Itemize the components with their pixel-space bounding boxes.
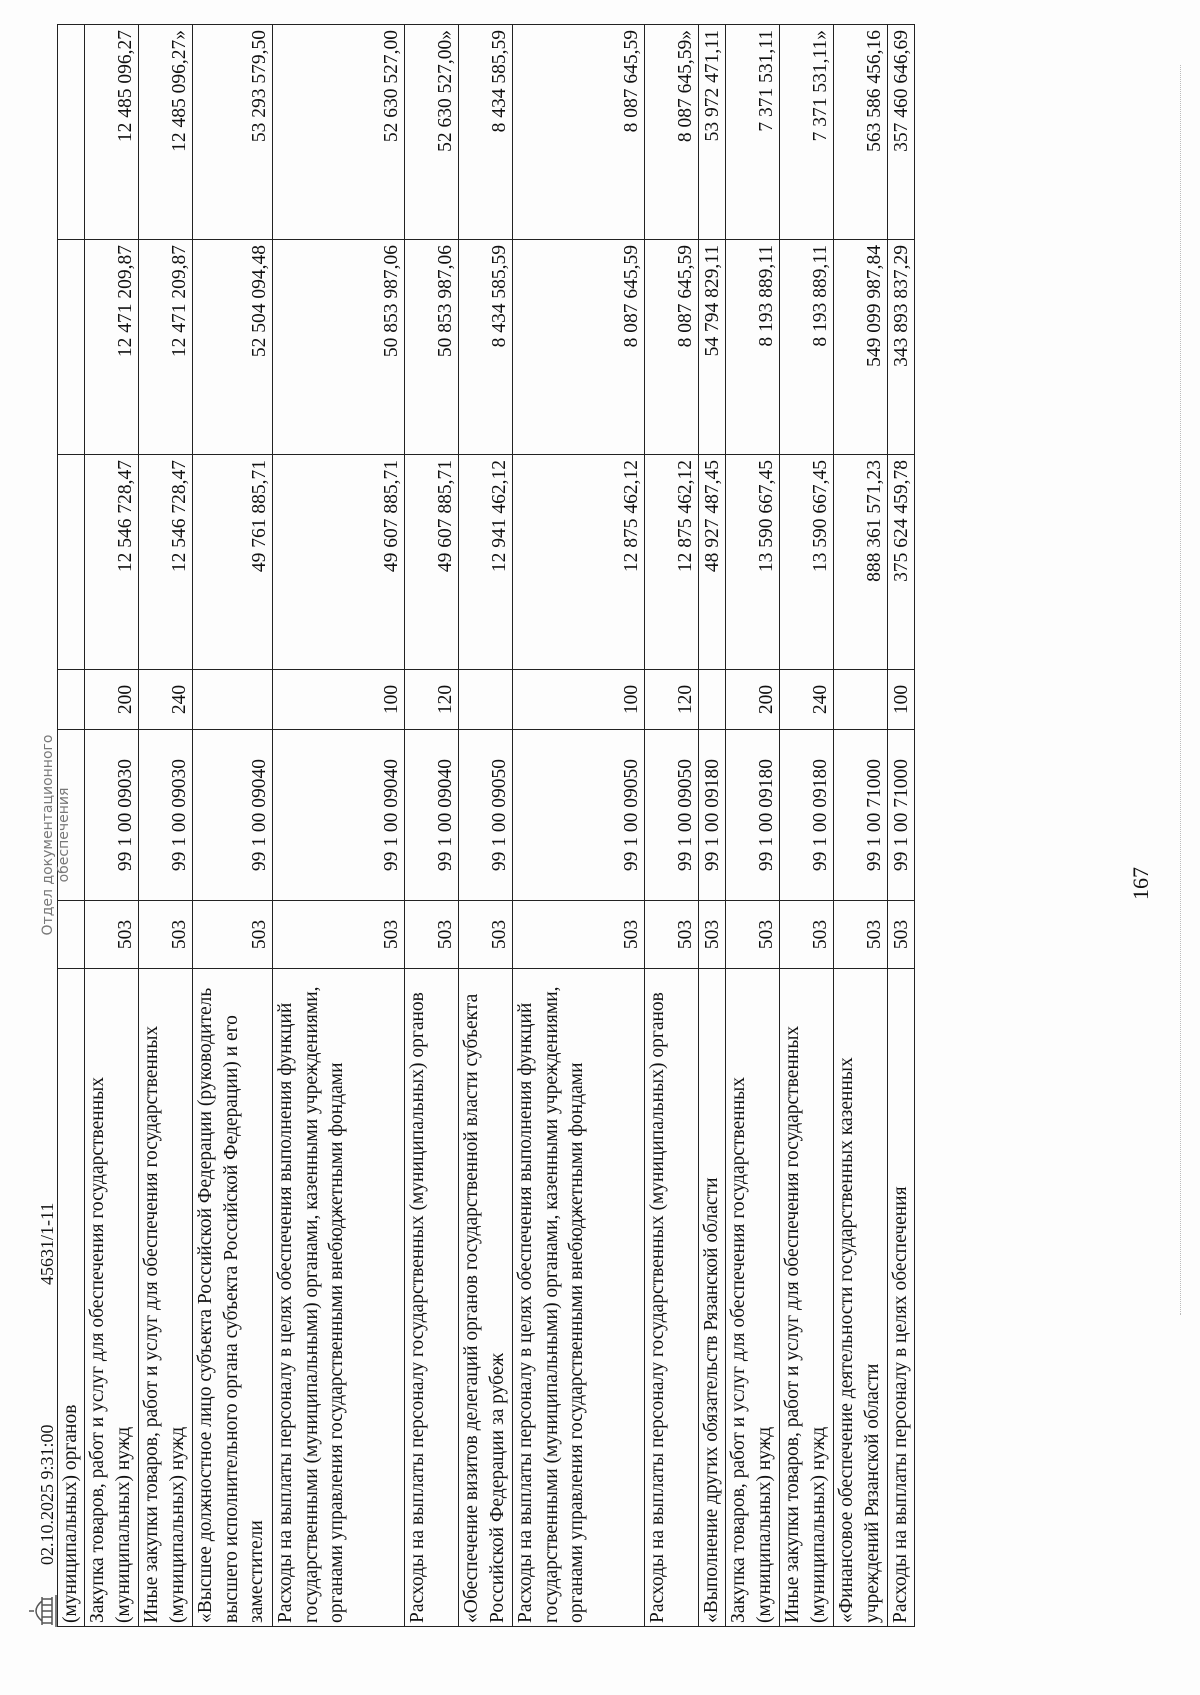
- row-name: Расходы на выплаты персоналу государственных (муниципальных) органов: [405, 969, 459, 1627]
- row-section: 503: [193, 901, 273, 969]
- row-value-2: 50 853 987,06: [405, 240, 459, 455]
- row-value-3: 8 087 645,59»: [645, 25, 699, 240]
- footer-datetime: 02.10.2025 9:31:00: [37, 1424, 57, 1565]
- row-value-2: 8 087 645,59: [513, 240, 645, 455]
- row-value-1: 49 761 885,71: [193, 455, 273, 670]
- table-row: [699, 25, 726, 1627]
- row-name: Закупка товаров, работ и услуг для обеспечения государственных (муниципальных) нужд: [726, 969, 780, 1627]
- row-value-3: 7 371 531,11: [726, 25, 780, 240]
- row-type: [699, 670, 726, 730]
- row-name: (муниципальных) органов: [58, 969, 85, 1627]
- row-section: 503: [834, 901, 888, 969]
- row-value-1: 13 590 667,45: [726, 455, 780, 670]
- table-row: [459, 25, 513, 1627]
- row-value-2: 12 471 209,87: [85, 240, 139, 455]
- row-type: 120: [405, 670, 459, 730]
- row-value-2: 8 434 585,59: [459, 240, 513, 455]
- row-name: «Выполнение других обязательств Рязанской области: [699, 969, 726, 1627]
- row-value-2: 8 087 645,59: [645, 240, 699, 455]
- row-name: Расходы на выплаты персоналу в целях обеспечения выполнения функций государственными (муниципальными) органами, казенными учреждениями, органами управления государственными внебюджетными фондами: [273, 969, 405, 1627]
- row-value-1: 48 927 487,45: [699, 455, 726, 670]
- row-section: 503: [273, 901, 405, 969]
- row-section: 503: [645, 901, 699, 969]
- table-row: [726, 25, 780, 1627]
- row-section: 503: [726, 901, 780, 969]
- row-type: 100: [513, 670, 645, 730]
- row-section: 503: [459, 901, 513, 969]
- row-name: Иные закупки товаров, работ и услуг для обеспечения государственных (муниципальных) нужд: [780, 969, 834, 1627]
- table-row: [645, 25, 699, 1627]
- budget-table: [57, 24, 915, 1627]
- row-value-2: 12 471 209,87: [139, 240, 193, 455]
- row-value-1: 12 546 728,47: [139, 455, 193, 670]
- building-logo-icon: [26, 1591, 60, 1631]
- row-value-1: 12 875 462,12: [645, 455, 699, 670]
- row-type: [193, 670, 273, 730]
- table-row: [273, 25, 405, 1627]
- row-value-1: 888 361 571,23: [834, 455, 888, 670]
- row-target: 99 1 00 71000: [834, 730, 888, 901]
- row-type: 240: [780, 670, 834, 730]
- row-value-3: 8 087 645,59: [513, 25, 645, 240]
- row-value-3: 8 434 585,59: [459, 25, 513, 240]
- row-value-1: 12 941 462,12: [459, 455, 513, 670]
- table-row: [888, 25, 915, 1627]
- row-value-1: 375 624 459,78: [888, 455, 915, 670]
- table-row: [85, 25, 139, 1627]
- row-value-1: 49 607 885,71: [273, 455, 405, 670]
- row-name: «Высшее должностное лицо субъекта Российской Федерации (руководитель высшего исполнительного органа субъекта Российской Федерации) и его заместители: [193, 969, 273, 1627]
- row-value-2: [58, 240, 85, 455]
- row-type: 240: [139, 670, 193, 730]
- row-value-3: 12 485 096,27: [85, 25, 139, 240]
- stamp-line-1: Отдел документационного: [40, 734, 56, 936]
- footer-doc-number: 45631/1-11: [37, 1202, 57, 1285]
- row-section: 503: [85, 901, 139, 969]
- row-type: [834, 670, 888, 730]
- row-target: 99 1 00 09040: [405, 730, 459, 901]
- row-value-3: 52 630 527,00»: [405, 25, 459, 240]
- row-target: 99 1 00 09180: [726, 730, 780, 901]
- row-value-2: 52 504 094,48: [193, 240, 273, 455]
- row-value-2: 50 853 987,06: [273, 240, 405, 455]
- row-target: 99 1 00 09180: [780, 730, 834, 901]
- row-value-1: 12 875 462,12: [513, 455, 645, 670]
- row-type: [459, 670, 513, 730]
- table-row: [139, 25, 193, 1627]
- row-name: Расходы на выплаты персоналу в целях обеспечения: [888, 969, 915, 1627]
- table-row: [405, 25, 459, 1627]
- scan-artifact-line: [1180, 65, 1181, 1315]
- row-target: 99 1 00 09050: [645, 730, 699, 901]
- row-name: Иные закупки товаров, работ и услуг для обеспечения государственных (муниципальных) нужд: [139, 969, 193, 1627]
- row-type: 200: [85, 670, 139, 730]
- table-row: [780, 25, 834, 1627]
- row-target: 99 1 00 09180: [699, 730, 726, 901]
- row-type: 120: [645, 670, 699, 730]
- row-value-3: 357 460 646,69: [888, 25, 915, 240]
- table-row: [513, 25, 645, 1627]
- row-section: 503: [513, 901, 645, 969]
- row-value-2: 549 099 987,84: [834, 240, 888, 455]
- row-type: 100: [273, 670, 405, 730]
- row-target: 99 1 00 09050: [459, 730, 513, 901]
- row-section: 503: [888, 901, 915, 969]
- row-target: 99 1 00 09040: [273, 730, 405, 901]
- row-type: 100: [888, 670, 915, 730]
- department-stamp: [40, 695, 72, 975]
- row-value-3: 563 586 456,16: [834, 25, 888, 240]
- row-value-3: [58, 25, 85, 240]
- row-name: «Обеспечение визитов делегаций органов государственной власти субъекта Российской Федерации за рубеж: [459, 969, 513, 1627]
- row-value-2: 8 193 889,11: [780, 240, 834, 455]
- row-section: 503: [405, 901, 459, 969]
- table-row: [834, 25, 888, 1627]
- table-row: [193, 25, 273, 1627]
- row-section: 503: [139, 901, 193, 969]
- row-name: Расходы на выплаты персоналу в целях обеспечения выполнения функций государственными (муниципальными) органами, казенными учреждениями, органами управления государственными внебюджетными фондами: [513, 969, 645, 1627]
- row-name: «Финансовое обеспечение деятельности государственных казенных учреждений Рязанской области: [834, 969, 888, 1627]
- row-value-3: 7 371 531,11»: [780, 25, 834, 240]
- row-value-1: 13 590 667,45: [780, 455, 834, 670]
- row-name: Расходы на выплаты персоналу государственных (муниципальных) органов: [645, 969, 699, 1627]
- row-target: 99 1 00 09030: [85, 730, 139, 901]
- row-value-3: 52 630 527,00: [273, 25, 405, 240]
- row-target: 99 1 00 71000: [888, 730, 915, 901]
- budget-table-body: [58, 25, 915, 1627]
- row-target: 99 1 00 09050: [513, 730, 645, 901]
- row-value-3: 53 293 579,50: [193, 25, 273, 240]
- row-value-2: 8 193 889,11: [726, 240, 780, 455]
- row-section: 503: [699, 901, 726, 969]
- row-type: 200: [726, 670, 780, 730]
- row-value-3: 53 972 471,11: [699, 25, 726, 240]
- stamp-line-2: обеспечения: [56, 787, 72, 883]
- page-number: 167: [1128, 867, 1153, 900]
- row-name: Закупка товаров, работ и услуг для обеспечения государственных (муниципальных) нужд: [85, 969, 139, 1627]
- row-target: 99 1 00 09040: [193, 730, 273, 901]
- row-value-2: 343 893 837,29: [888, 240, 915, 455]
- row-value-3: 12 485 096,27»: [139, 25, 193, 240]
- row-value-2: 54 794 829,11: [699, 240, 726, 455]
- row-value-1: 49 607 885,71: [405, 455, 459, 670]
- row-value-1: 12 546 728,47: [85, 455, 139, 670]
- row-target: 99 1 00 09030: [139, 730, 193, 901]
- row-value-1: [58, 455, 85, 670]
- row-section: 503: [780, 901, 834, 969]
